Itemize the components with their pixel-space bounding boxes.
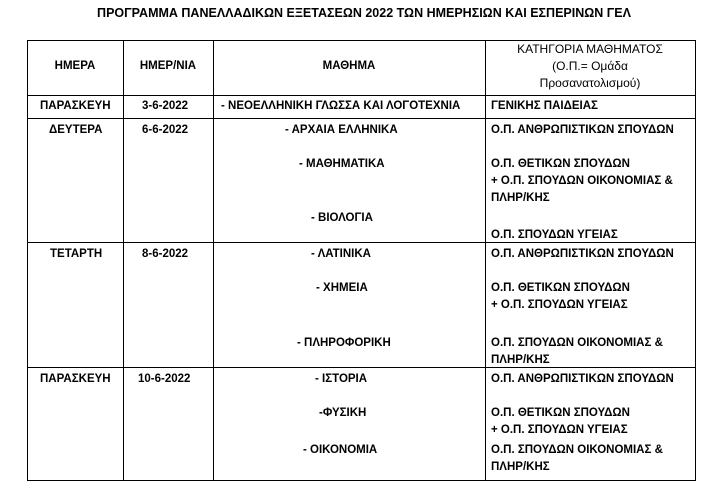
row-subject: - ΛΑΤΙΝΙΚΑ — [311, 248, 371, 260]
table-col-divider — [485, 40, 486, 481]
table-border-top — [27, 40, 695, 41]
row-day: ΔΕΥΤΕΡΑ — [49, 124, 103, 136]
header-subject: ΜΑΘΗΜΑ — [322, 60, 376, 72]
table-header-divider — [27, 95, 695, 96]
row-subject: - ΟΙΚΟΝΟΜΙΑ — [303, 444, 378, 456]
table-border-bottom — [27, 480, 695, 481]
table-row-divider — [27, 242, 695, 243]
table-col-divider — [123, 40, 124, 481]
row-category: Ο.Π. ΑΝΘΡΩΠΙΣΤΙΚΩΝ ΣΠΟΥΔΩΝ — [491, 373, 674, 385]
row-category: Ο.Π. ΣΠΟΥΔΩΝ ΟΙΚΟΝΟΜΙΑΣ & — [491, 337, 663, 349]
table-row-divider — [27, 367, 695, 368]
row-category: + Ο.Π. ΣΠΟΥΔΩΝ ΟΙΚΟΝΟΜΙΑΣ & — [491, 175, 673, 187]
row-subject: - ΜΑΘΗΜΑΤΙΚΑ — [299, 158, 385, 170]
row-category: ΠΛΗΡ/ΚΗΣ — [491, 354, 550, 366]
row-category: Ο.Π. ΣΠΟΥΔΩΝ ΟΙΚΟΝΟΜΙΑΣ & — [491, 444, 663, 456]
row-subject: - ΝΕΟΕΛΛΗΝΙΚΗ ΓΛΩΣΣΑ ΚΑΙ ΛΟΓΟΤΕΧΝΙΑ — [221, 100, 461, 112]
table-border-right — [695, 40, 696, 481]
row-subject: -ΦΥΣΙΚΗ — [319, 407, 367, 419]
row-category: Ο.Π. ΣΠΟΥΔΩΝ ΥΓΕΙΑΣ — [491, 229, 618, 241]
row-category: + Ο.Π. ΣΠΟΥΔΩΝ ΥΓΕΙΑΣ — [491, 424, 628, 436]
row-category: Ο.Π. ΑΝΘΡΩΠΙΣΤΙΚΩΝ ΣΠΟΥΔΩΝ — [491, 124, 674, 136]
row-category: + Ο.Π. ΣΠΟΥΔΩΝ ΥΓΕΙΑΣ — [491, 299, 628, 311]
header-day: ΗΜΕΡΑ — [54, 60, 96, 72]
table-row-divider — [27, 118, 695, 119]
row-day: ΠΑΡΑΣΚΕΥΗ — [40, 100, 111, 112]
row-category: Ο.Π. ΘΕΤΙΚΩΝ ΣΠΟΥΔΩΝ — [491, 282, 630, 294]
row-subject: - ΒΙΟΛΟΓΙΑ — [311, 212, 373, 224]
row-category: Ο.Π. ΘΕΤΙΚΩΝ ΣΠΟΥΔΩΝ — [491, 158, 630, 170]
page-title: ΠΡΟΓΡΑΜΜΑ ΠΑΝΕΛΛΑΔΙΚΩΝ ΕΞΕΤΑΣΕΩΝ 2022 ΤΩΝ ΗΜΕΡΗΣΙΩΝ ΚΑΙ ΕΣΠΕΡΙΝΩΝ ΓΕΛ — [97, 6, 631, 20]
row-subject: - ΙΣΤΟΡΙΑ — [315, 373, 368, 385]
row-date: 6-6-2022 — [142, 124, 189, 136]
row-subject: - ΠΛΗΡΟΦΟΡΙΚΗ — [297, 337, 391, 349]
row-date: 10-6-2022 — [138, 373, 191, 385]
row-category: ΠΛΗΡ/ΚΗΣ — [491, 461, 550, 473]
table-col-divider — [213, 40, 214, 481]
row-date: 8-6-2022 — [142, 248, 189, 260]
table-border-left — [27, 40, 28, 481]
row-day: ΤΕΤΑΡΤΗ — [50, 248, 103, 260]
row-day: ΠΑΡΑΣΚΕΥΗ — [40, 373, 111, 385]
header-category: (Ο.Π.= Ομάδα — [552, 59, 628, 73]
header-category: ΚΑΤΗΓΟΡΙΑ ΜΑΘΗΜΑΤΟΣ — [517, 42, 663, 56]
row-category: Ο.Π. ΘΕΤΙΚΩΝ ΣΠΟΥΔΩΝ — [491, 407, 630, 419]
row-date: 3-6-2022 — [142, 100, 189, 112]
row-category: Ο.Π. ΑΝΘΡΩΠΙΣΤΙΚΩΝ ΣΠΟΥΔΩΝ — [491, 248, 674, 260]
row-subject: - ΧΗΜΕΙΑ — [316, 282, 368, 294]
header-date: ΗΜΕΡ/ΝΙΑ — [139, 60, 197, 72]
header-category: Προσανατολισμού) — [539, 76, 641, 90]
row-subject: - ΑΡΧΑΙΑ ΕΛΛΗΝΙΚΑ — [285, 124, 398, 136]
row-category: ΓΕΝΙΚΗΣ ΠΑΙΔΕΙΑΣ — [491, 100, 598, 112]
row-category: ΠΛΗΡ/ΚΗΣ — [491, 192, 550, 204]
